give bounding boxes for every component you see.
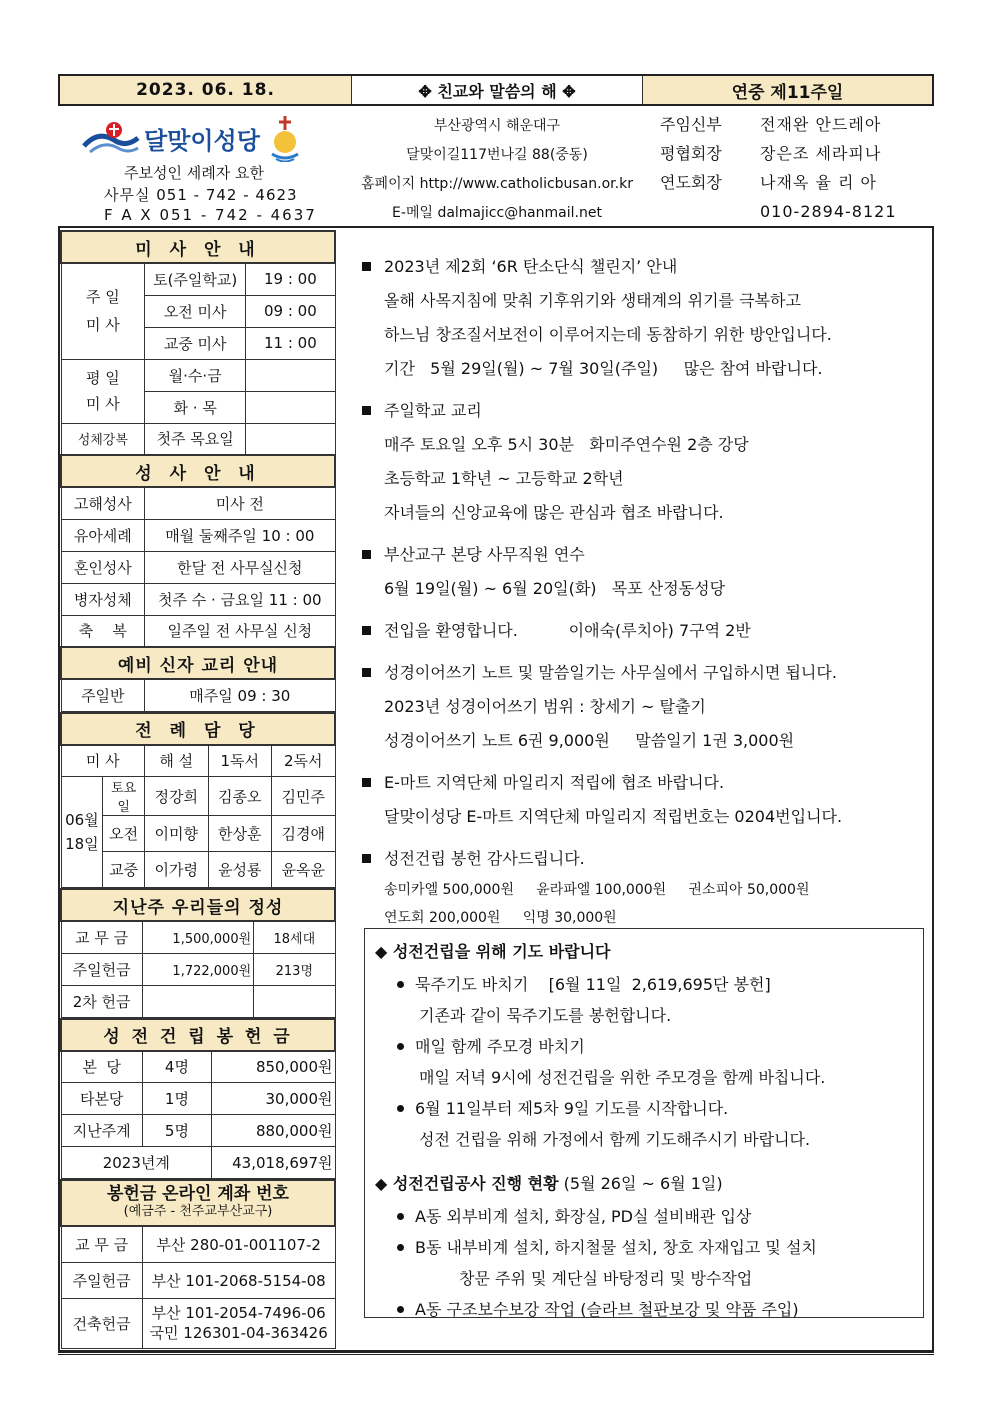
prayer-sub: 기존과 같이 묵주기도를 봉헌합니다. xyxy=(419,1006,672,1025)
address-line-1: 부산광역시 해운대구 xyxy=(433,118,561,134)
info-table xyxy=(60,230,336,712)
liturgy-header: 미 사 xyxy=(61,745,145,777)
liturgy-reader-2: 김경애 xyxy=(271,816,335,852)
notice-title: 주일학교 교리 xyxy=(356,394,926,428)
notice-title: 부산교구 본당 사무직원 연수 xyxy=(356,538,926,572)
notice-item xyxy=(356,614,926,648)
catechumen-value: 매주일 09 : 30 xyxy=(145,679,335,711)
offering-table xyxy=(60,888,336,1018)
liturgy-reader-1: 김종오 xyxy=(208,777,271,816)
fax-number: F A X 051 - 742 - 4637 xyxy=(104,206,317,224)
fund-year-total: 43,018,697원 xyxy=(212,1147,335,1179)
fund-amount: 850,000원 xyxy=(212,1051,335,1083)
liturgy-reader-1: 윤성룡 xyxy=(208,852,271,888)
wave-logo-icon xyxy=(80,118,140,158)
fund-name: 타본당 xyxy=(61,1083,142,1115)
prayer-sub: 성전 건립을 위해 가정에서 함께 기도해주시기 바랍니다. xyxy=(419,1130,811,1149)
address-line-2: 달맞이길117번나길 88(중동) xyxy=(406,147,588,163)
staff-row xyxy=(660,139,930,168)
bottom-divider xyxy=(58,1352,934,1355)
notice-title: 전입을 환영합니다. 이애숙(루치아) 7구역 2반 xyxy=(356,614,926,648)
staff-role: 연도회장 xyxy=(660,173,722,192)
staff-list xyxy=(660,110,930,226)
sacrament-value: 한달 전 사무실신청 xyxy=(145,551,335,583)
sacrament-name: 혼인성사 xyxy=(61,551,145,583)
offering-name: 2차 헌금 xyxy=(61,985,142,1017)
notice-item xyxy=(356,250,926,386)
liturgical-week: 연중 제11주일 xyxy=(642,76,932,104)
sacrament-value: 일주일 전 사무실 신청 xyxy=(145,615,335,647)
sacrament-value: 미사 전 xyxy=(145,487,335,519)
liturgy-header: 2독서 xyxy=(271,745,335,777)
accounts-table xyxy=(60,1179,336,1349)
notice-item xyxy=(356,842,926,932)
email-link[interactable]: E-메일 dalmajicc@hanmail.net xyxy=(392,205,602,221)
notice-item xyxy=(356,394,926,530)
staff-person: 장은조 세라피나 xyxy=(760,144,882,163)
notice-item xyxy=(356,538,926,606)
staff-row xyxy=(660,168,930,197)
notice-title: E-마트 지역단체 마일리지 적립에 협조 바랍니다. xyxy=(356,766,926,800)
notice-line: 송미카엘 500,000원 윤라파엘 100,000원 권소피아 50,000원 xyxy=(384,882,810,898)
construction-bullet: A동 외부비계 설치, 화장실, PD실 설비배관 입상 xyxy=(375,1201,913,1232)
adoration-label: 성체강복 xyxy=(61,423,145,455)
fund-name: 지난주계 xyxy=(61,1115,142,1147)
fund-name: 본 당 xyxy=(61,1051,142,1083)
account-number-building xyxy=(142,1298,335,1348)
offering-amount: 1,722,000원 xyxy=(142,953,253,985)
parish-header xyxy=(60,108,934,226)
accounts-title-text: 봉헌금 온라인 계좌 번호 xyxy=(107,1184,289,1204)
sacrament-name: 축 복 xyxy=(61,615,145,647)
sacrament-name: 유아세례 xyxy=(61,519,145,551)
sunday-mass-label: 주 일 미 사 xyxy=(61,263,145,359)
liturgy-header: 1독서 xyxy=(208,745,271,777)
fund-count: 5명 xyxy=(142,1115,211,1147)
liturgy-mass: 오전 xyxy=(103,816,145,852)
sacrament-value: 매월 둘째주일 10 : 00 xyxy=(145,519,335,551)
notice-line: 6월 19일(월) ~ 6월 20일(화) 목포 산정동성당 xyxy=(384,579,726,598)
staff-row xyxy=(660,110,930,139)
prayer-bullet: 6월 11일부터 제5차 9일 기도를 시작합니다. xyxy=(375,1093,913,1124)
notice-item xyxy=(356,656,926,758)
staff-person: 나재옥 율 리 아 xyxy=(760,173,877,192)
account-name: 교 무 금 xyxy=(61,1226,142,1262)
notice-line: 달맞이성당 E-마트 지역단체 마일리지 적립번호는 0204번입니다. xyxy=(384,807,843,826)
mass-time xyxy=(246,391,335,423)
catechumen-name: 주일반 xyxy=(61,679,145,711)
adoration-value: 첫주 목요일 xyxy=(145,423,246,455)
catechumen-section-title: 예비 신자 교리 안내 xyxy=(61,647,335,679)
construction-sub: 창문 주위 및 계단실 바탕정리 및 방수작업 xyxy=(459,1269,753,1288)
fund-amount: 880,000원 xyxy=(212,1115,335,1147)
staff-phone: 010-2894-8121 xyxy=(760,202,897,221)
notice-list xyxy=(356,250,926,940)
mass-time xyxy=(246,359,335,391)
construction-bullet: A동 구조보수보강 작업 (슬라브 철판보강 및 약품 주입) xyxy=(375,1294,913,1325)
notice-line: 매주 토요일 오후 5시 30분 화미주연수원 2층 강당 xyxy=(384,435,749,454)
notice-line: 성경이어쓰기 노트 6권 9,000원 말씀일기 1권 3,000원 xyxy=(384,731,795,750)
liturgy-section-title: 전 례 담 당 xyxy=(61,713,335,745)
liturgy-reader-1: 한상훈 xyxy=(208,816,271,852)
mass-name: 화 · 목 xyxy=(145,391,246,423)
patron-saint: 주보성인 세례자 요한 xyxy=(124,164,264,182)
mass-time: 19 : 00 xyxy=(246,263,335,295)
notice-line: 초등학교 1학년 ~ 고등학교 2학년 xyxy=(384,469,624,488)
notice-title: 성경이어쓰기 노트 및 말씀일기는 사무실에서 구입하시면 됩니다. xyxy=(356,656,926,690)
sacrament-name: 고해성사 xyxy=(61,487,145,519)
offering-amount xyxy=(142,985,253,1017)
mass-time: 09 : 00 xyxy=(246,295,335,327)
offering-name: 교 무 금 xyxy=(61,921,142,953)
sacrament-value: 첫주 수 · 금요일 11 : 00 xyxy=(145,583,335,615)
liturgy-reader-2: 김민주 xyxy=(271,777,335,816)
mass-name: 토(주일학교) xyxy=(145,263,246,295)
offering-count xyxy=(254,985,335,1017)
building-fund-table xyxy=(60,1018,336,1180)
prayer-sub: 매일 저녁 9시에 성전건립을 위한 주모경을 함께 바칩니다. xyxy=(419,1068,826,1087)
liturgy-commentator: 이미향 xyxy=(145,816,208,852)
liturgy-commentator: 이가령 xyxy=(145,852,208,888)
notice-title: 성전건립 봉헌 감사드립니다. xyxy=(356,842,926,876)
notice-line: 하느님 창조질서보전이 이루어지는데 동참하기 위한 방안입니다. xyxy=(384,325,832,344)
mass-name: 오전 미사 xyxy=(145,295,246,327)
notice-line: 기간 5월 29일(월) ~ 7월 30일(주일) 많은 참여 바랍니다. xyxy=(384,359,823,378)
building-fund-title: 성 전 건 립 봉 헌 금 xyxy=(61,1019,335,1051)
offering-count: 18세대 xyxy=(254,921,335,953)
weekday-mass-label: 평 일 미 사 xyxy=(61,359,145,423)
liturgy-mass: 교중 xyxy=(103,852,145,888)
staff-role: 평협회장 xyxy=(660,144,722,163)
construction-period: (5월 26일 ~ 6월 1일) xyxy=(558,1174,723,1193)
prayer-bullet: 묵주기도 바치기 [6월 11일 2,619,695단 봉헌] xyxy=(375,969,913,1000)
liturgy-table xyxy=(60,712,336,889)
fund-count: 4명 xyxy=(142,1051,211,1083)
mass-section-title: 미 사 안 내 xyxy=(61,231,335,263)
account-number: 부산 280-01-001107-2 xyxy=(142,1226,335,1262)
offering-amount: 1,500,000원 xyxy=(142,921,253,953)
mass-name: 교중 미사 xyxy=(145,327,246,359)
prayer-bullet: 매일 함께 주모경 바치기 xyxy=(375,1031,913,1062)
prayer-box-title: ◆ 성전건립을 위해 기도 바랍니다 xyxy=(375,942,611,961)
bulletin-date: 2023. 06. 18. xyxy=(60,76,352,104)
construction-title-text: ◆ 성전건립공사 진행 현황 xyxy=(375,1174,559,1193)
liturgy-reader-2: 윤옥윤 xyxy=(271,852,335,888)
year-motto: ✥ 친교와 말씀의 해 ✥ xyxy=(352,76,642,104)
notice-line: 올해 사목지침에 맞춰 기후위기와 생태계의 위기를 극복하고 xyxy=(384,291,801,310)
notice-item xyxy=(356,766,926,834)
construction-bullet: B동 내부비계 설치, 하지철물 설치, 창호 자재입고 및 설치 xyxy=(375,1232,913,1263)
sacrament-section-title: 성 사 안 내 xyxy=(61,455,335,487)
homepage-link[interactable]: 홈페이지 http://www.catholicbusan.or.kr xyxy=(361,176,633,192)
account-name: 주일헌금 xyxy=(61,1262,142,1298)
sacrament-name: 병자성체 xyxy=(61,583,145,615)
office-phone: 사무실 051 - 742 - 4623 xyxy=(104,186,298,204)
fund-year-label: 2023년계 xyxy=(61,1147,212,1179)
notice-line: 자녀들의 신앙교육에 많은 관심과 협조 바랍니다. xyxy=(384,503,724,522)
fund-amount: 30,000원 xyxy=(212,1083,335,1115)
header-bar xyxy=(58,74,934,106)
notice-line: 연도회 200,000원 익명 30,000원 xyxy=(384,910,617,926)
construction-title xyxy=(375,1167,913,1201)
liturgy-date: 06월 18일 xyxy=(61,777,103,888)
prayer-box xyxy=(364,928,924,1318)
parish-name: 달맞이성당 xyxy=(144,126,260,155)
mass-name: 월·수·금 xyxy=(145,359,246,391)
liturgy-mass: 토요일 xyxy=(103,777,145,816)
liturgy-commentator: 정강희 xyxy=(145,777,208,816)
parish-logo xyxy=(80,114,302,162)
left-column xyxy=(60,230,338,1349)
staff-person: 전재완 안드레아 xyxy=(760,115,882,134)
notice-title: 2023년 제2회 ‘6R 탄소단식 챌린지’ 안내 xyxy=(356,250,926,284)
liturgy-header: 해 설 xyxy=(145,745,208,777)
account-number: 국민 126301-04-363426 xyxy=(149,1324,328,1342)
account-number: 부산 101-2054-7496-06 xyxy=(151,1304,326,1322)
accounts-title xyxy=(61,1180,335,1226)
moon-cross-emblem-icon xyxy=(268,114,302,162)
fund-count: 1명 xyxy=(142,1083,211,1115)
offering-name: 주일헌금 xyxy=(61,953,142,985)
staff-role: 주임신부 xyxy=(660,115,722,134)
address-block xyxy=(352,112,642,228)
account-number: 부산 101-2068-5154-08 xyxy=(142,1262,335,1298)
mass-time: 11 : 00 xyxy=(246,327,335,359)
offering-section-title: 지난주 우리들의 정성 xyxy=(61,889,335,921)
accounts-subtitle: (예금주 - 천주교부산교구) xyxy=(123,1204,273,1219)
offering-count: 213명 xyxy=(254,953,335,985)
notice-line: 2023년 성경이어쓰기 범위 : 창세기 ~ 탈출기 xyxy=(384,697,706,716)
account-name: 건축헌금 xyxy=(61,1298,142,1348)
